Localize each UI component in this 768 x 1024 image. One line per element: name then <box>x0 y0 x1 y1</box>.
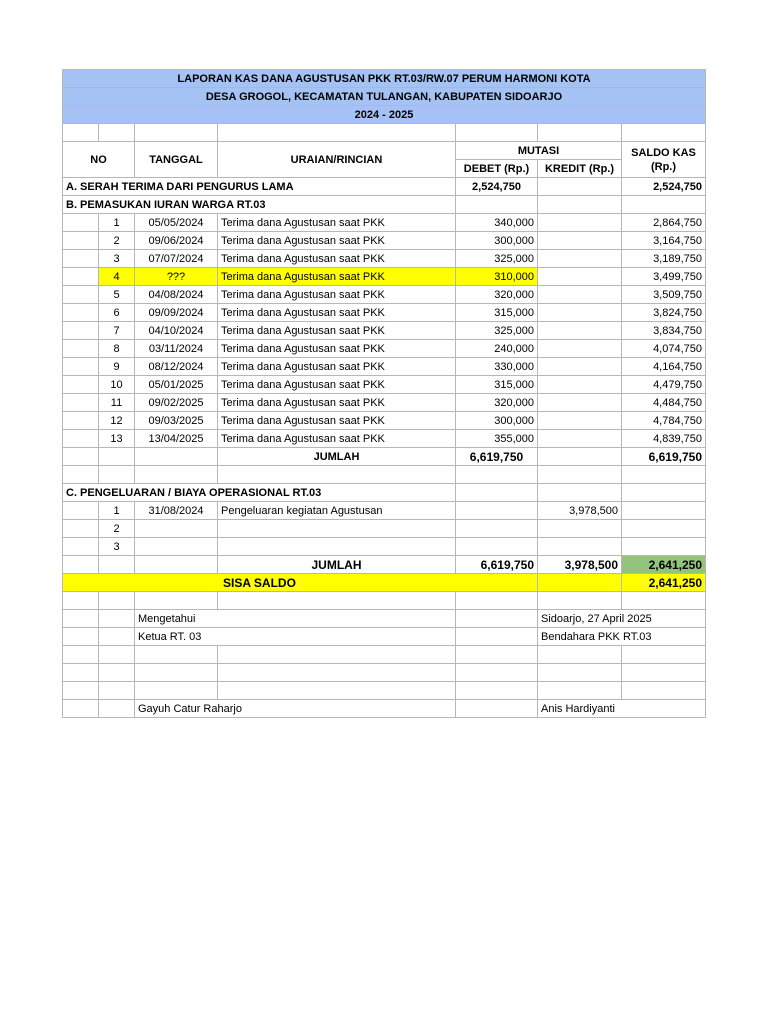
table-row <box>63 304 706 322</box>
empty-row <box>63 664 706 682</box>
table-row <box>63 214 706 232</box>
row-no: 2 <box>99 520 135 538</box>
row-desc: Terima dana Agustusan saat PKK <box>218 376 456 394</box>
table-row <box>63 358 706 376</box>
row-desc: Terima dana Agustusan saat PKK <box>218 286 456 304</box>
row-date: ??? <box>135 268 218 286</box>
row-desc: Terima dana Agustusan saat PKK <box>218 268 456 286</box>
row-desc: Terima dana Agustusan saat PKK <box>218 340 456 358</box>
report-period: 2024 - 2025 <box>63 106 706 124</box>
row-no: 12 <box>99 412 135 430</box>
header-saldo <box>622 142 706 178</box>
table-row <box>63 250 706 268</box>
signature-right-line2: Bendahara PKK RT.03 <box>538 628 706 646</box>
row-saldo: 4,164,750 <box>622 358 706 376</box>
table-row <box>63 520 706 538</box>
report-title-line1: LAPORAN KAS DANA AGUSTUSAN PKK RT.03/RW.07 PERUM HARMONI KOTA <box>63 70 706 88</box>
signature-left-name: Gayuh Catur Raharjo <box>135 700 456 718</box>
report-sheet <box>62 69 706 718</box>
row-no: 4 <box>99 268 135 286</box>
table-row <box>63 322 706 340</box>
table-row <box>63 394 706 412</box>
row-saldo: 2,864,750 <box>622 214 706 232</box>
row-debet: 320,000 <box>456 286 538 304</box>
row-debet: 330,000 <box>456 358 538 376</box>
row-no: 13 <box>99 430 135 448</box>
row-debet: 240,000 <box>456 340 538 358</box>
empty-row <box>63 646 706 664</box>
row-no: 1 <box>99 502 135 520</box>
row-date: 07/07/2024 <box>135 250 218 268</box>
header-uraian: URAIAN/RINCIAN <box>218 142 456 178</box>
row-date: 09/09/2024 <box>135 304 218 322</box>
row-date: 05/05/2024 <box>135 214 218 232</box>
row-date: 09/06/2024 <box>135 232 218 250</box>
table-row <box>63 430 706 448</box>
row-debet: 315,000 <box>456 304 538 322</box>
sisa-saldo-label: SISA SALDO <box>63 574 538 592</box>
row-desc: Terima dana Agustusan saat PKK <box>218 304 456 322</box>
row-debet: 320,000 <box>456 394 538 412</box>
section-a-label: A. SERAH TERIMA DARI PENGURUS LAMA <box>63 178 456 196</box>
row-saldo: 3,164,750 <box>622 232 706 250</box>
row-date: 13/04/2025 <box>135 430 218 448</box>
empty-row <box>63 682 706 700</box>
row-no: 3 <box>99 538 135 556</box>
section-b-rows <box>63 214 706 448</box>
section-b-total-saldo: 6,619,750 <box>622 448 706 466</box>
table-row <box>63 340 706 358</box>
row-debet: 325,000 <box>456 250 538 268</box>
row-saldo: 4,479,750 <box>622 376 706 394</box>
row-kredit <box>538 520 622 538</box>
sisa-saldo-value: 2,641,250 <box>622 574 706 592</box>
grand-total-debet: 6,619,750 <box>456 556 538 574</box>
row-desc: Terima dana Agustusan saat PKK <box>218 430 456 448</box>
row-desc: Terima dana Agustusan saat PKK <box>218 322 456 340</box>
table-row <box>63 376 706 394</box>
row-no: 3 <box>99 250 135 268</box>
row-date: 04/08/2024 <box>135 286 218 304</box>
empty-row <box>63 124 706 142</box>
row-saldo: 3,189,750 <box>622 250 706 268</box>
header-debet: DEBET (Rp.) <box>456 160 538 178</box>
row-debet: 300,000 <box>456 412 538 430</box>
row-date <box>135 520 218 538</box>
header-no: NO <box>63 142 135 178</box>
row-debet: 340,000 <box>456 214 538 232</box>
row-kredit <box>538 538 622 556</box>
row-desc <box>218 538 456 556</box>
grand-total-label: JUMLAH <box>218 556 456 574</box>
report-title-line2: DESA GROGOL, KECAMATAN TULANGAN, KABUPATEN SIDOARJO <box>63 88 706 106</box>
section-c-rows <box>63 502 706 556</box>
row-date <box>135 538 218 556</box>
table-row <box>63 268 706 286</box>
header-saldo-line2: (Rp.) <box>650 160 677 173</box>
table-row <box>63 502 706 520</box>
row-desc: Terima dana Agustusan saat PKK <box>218 394 456 412</box>
section-b-label: B. PEMASUKAN IURAN WARGA RT.03 <box>63 196 456 214</box>
row-no: 11 <box>99 394 135 412</box>
grand-total-kredit: 3,978,500 <box>538 556 622 574</box>
header-kredit: KREDIT (Rp.) <box>538 160 622 178</box>
grand-total-saldo: 2,641,250 <box>622 556 706 574</box>
row-kredit: 3,978,500 <box>538 502 622 520</box>
row-no: 5 <box>99 286 135 304</box>
table-row <box>63 232 706 250</box>
row-no: 10 <box>99 376 135 394</box>
row-saldo: 3,834,750 <box>622 322 706 340</box>
signature-left-line2: Ketua RT. 03 <box>135 628 456 646</box>
row-saldo: 3,824,750 <box>622 304 706 322</box>
row-date: 09/02/2025 <box>135 394 218 412</box>
row-debet: 300,000 <box>456 232 538 250</box>
signature-right-name: Anis Hardiyanti <box>538 700 706 718</box>
table-row <box>63 538 706 556</box>
row-no: 1 <box>99 214 135 232</box>
row-saldo: 4,839,750 <box>622 430 706 448</box>
row-date: 05/01/2025 <box>135 376 218 394</box>
row-no: 2 <box>99 232 135 250</box>
row-date: 31/08/2024 <box>135 502 218 520</box>
row-no: 8 <box>99 340 135 358</box>
signature-right-line1: Sidoarjo, 27 April 2025 <box>538 610 706 628</box>
row-no: 7 <box>99 322 135 340</box>
row-no: 6 <box>99 304 135 322</box>
row-saldo: 4,484,750 <box>622 394 706 412</box>
table-row <box>63 412 706 430</box>
row-debet: 355,000 <box>456 430 538 448</box>
section-a-saldo: 2,524,750 <box>622 178 706 196</box>
row-saldo: 3,499,750 <box>622 268 706 286</box>
empty-row <box>63 466 706 484</box>
row-desc: Terima dana Agustusan saat PKK <box>218 412 456 430</box>
table-row <box>63 286 706 304</box>
section-b-total-debet: 6,619,750 <box>456 448 538 466</box>
row-desc <box>218 520 456 538</box>
row-desc: Terima dana Agustusan saat PKK <box>218 214 456 232</box>
row-saldo: 4,784,750 <box>622 412 706 430</box>
section-b-total-label: JUMLAH <box>218 448 456 466</box>
row-desc: Terima dana Agustusan saat PKK <box>218 250 456 268</box>
signature-left-line1: Mengetahui <box>135 610 456 628</box>
row-desc: Pengeluaran kegiatan Agustusan <box>218 502 456 520</box>
row-saldo: 4,074,750 <box>622 340 706 358</box>
row-saldo: 3,509,750 <box>622 286 706 304</box>
row-date: 08/12/2024 <box>135 358 218 376</box>
row-date: 09/03/2025 <box>135 412 218 430</box>
section-a-debet: 2,524,750 <box>456 178 538 196</box>
header-saldo-line1: SALDO KAS <box>631 146 696 159</box>
row-no: 9 <box>99 358 135 376</box>
row-debet: 325,000 <box>456 322 538 340</box>
row-date: 04/10/2024 <box>135 322 218 340</box>
header-mutasi: MUTASI <box>456 142 622 160</box>
section-c-label: C. PENGELUARAN / BIAYA OPERASIONAL RT.03 <box>63 484 456 502</box>
row-desc: Terima dana Agustusan saat PKK <box>218 232 456 250</box>
empty-row <box>63 592 706 610</box>
row-date: 03/11/2024 <box>135 340 218 358</box>
row-debet: 315,000 <box>456 376 538 394</box>
row-debet: 310,000 <box>456 268 538 286</box>
header-tanggal: TANGGAL <box>135 142 218 178</box>
row-desc: Terima dana Agustusan saat PKK <box>218 358 456 376</box>
